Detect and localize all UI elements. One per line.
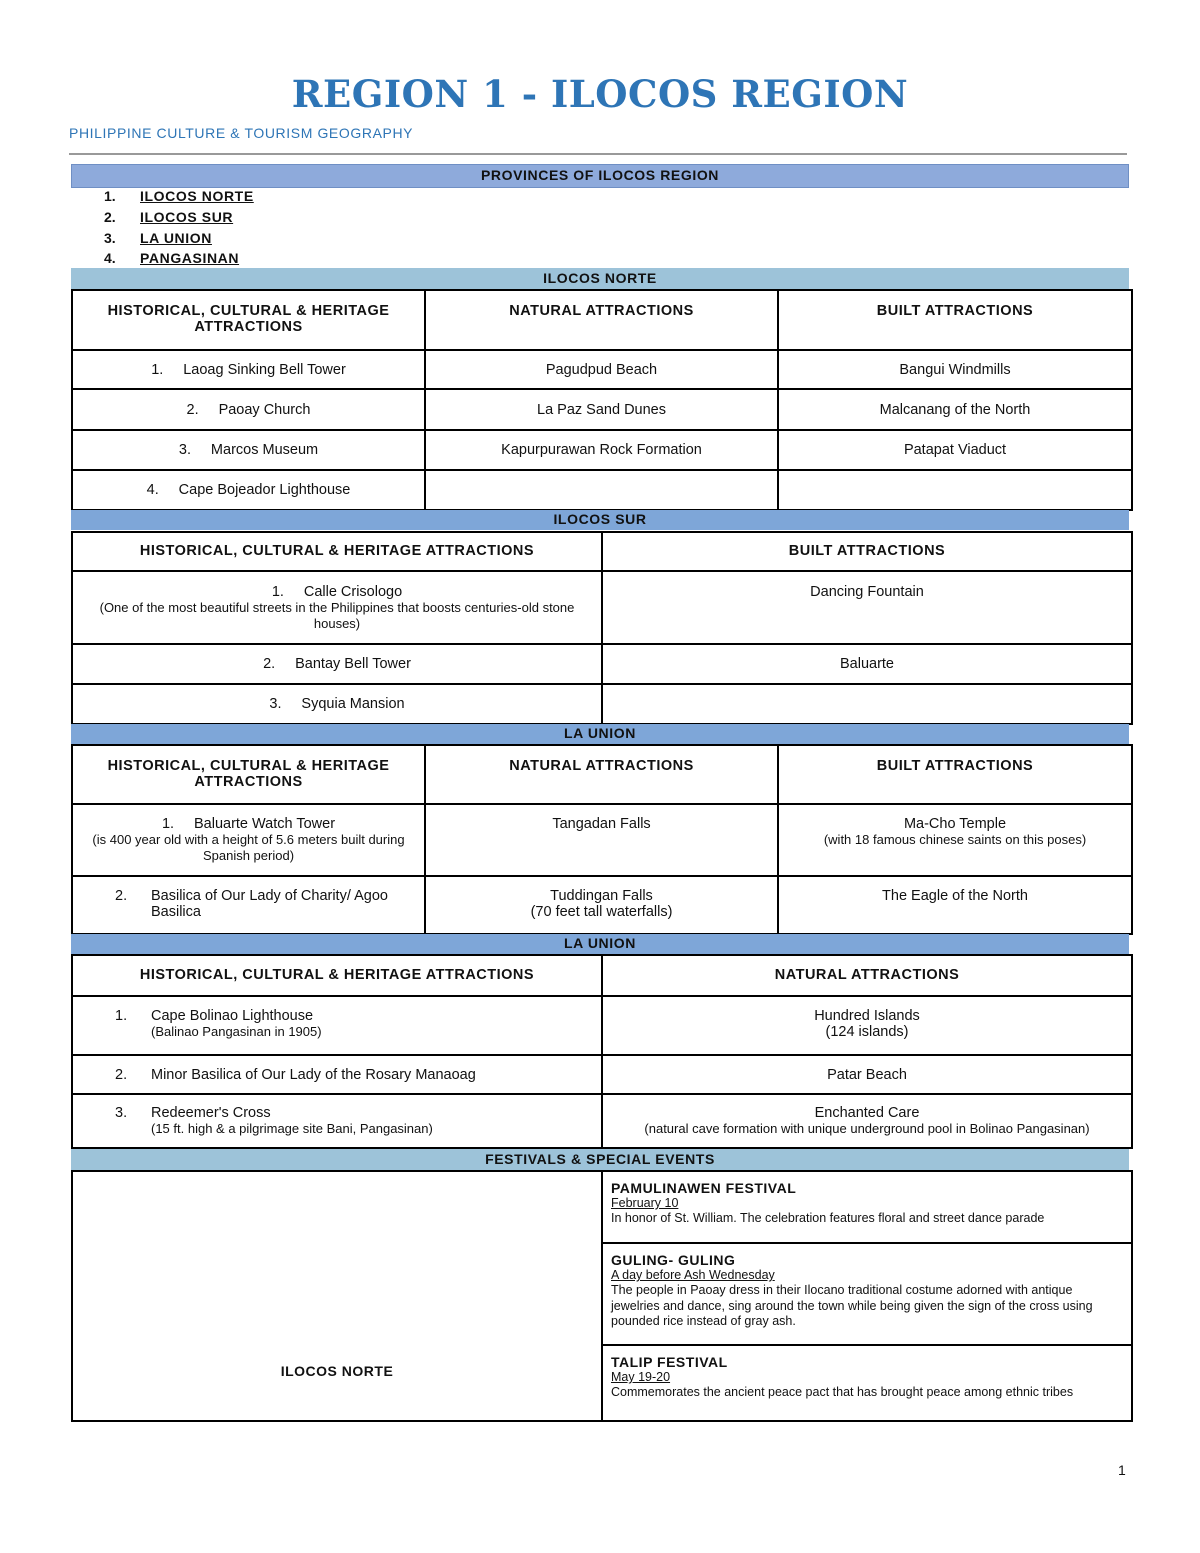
item-number: 2.: [115, 1066, 128, 1083]
natural-cell: Kapurpurawan Rock Formation: [425, 430, 778, 470]
provinces-list: [104, 186, 254, 269]
historical-cell: [72, 996, 602, 1055]
attraction-name: Marcos Museum: [210, 442, 319, 458]
attraction-name: Hundred Islands: [814, 1008, 920, 1024]
attraction-name: Tangadan Falls: [552, 816, 651, 832]
natural-cell: [602, 996, 1132, 1055]
natural-cell: Pagudpud Beach: [425, 350, 778, 389]
column-header: BUILT ATTRACTIONS: [778, 290, 1132, 350]
built-cell: [602, 684, 1132, 724]
ilocos-sur-table: [71, 531, 1133, 725]
festival-item: [602, 1171, 1132, 1243]
table-row: [72, 1055, 1132, 1094]
attraction-name: Tuddingan Falls: [550, 888, 653, 904]
attraction-name: Syquia Mansion: [301, 696, 405, 712]
list-number: 4.: [104, 250, 116, 267]
table-header-row: [72, 290, 1132, 350]
attraction-name: Cape Bolinao Lighthouse: [151, 1008, 314, 1024]
section-header-la-union: LA UNION: [71, 724, 1129, 744]
festival-date: February 10: [611, 1196, 679, 1210]
province-link[interactable]: PANGASINAN: [140, 250, 240, 267]
attraction-note: (is 400 year old with a height of 5.6 meters built during Spanish period): [92, 832, 405, 863]
column-header: HISTORICAL, CULTURAL & HERITAGE ATTRACTIONS: [72, 955, 602, 996]
festivals-table: [71, 1170, 1133, 1422]
historical-cell: [72, 571, 602, 644]
historical-cell: [72, 684, 602, 724]
table-row: [72, 1171, 1132, 1243]
section-header-ilocos-norte: ILOCOS NORTE: [71, 268, 1129, 289]
attraction-name: Basilica of Our Lady of Charity/ Agoo Basilica: [151, 888, 388, 920]
column-header: NATURAL ATTRACTIONS: [425, 290, 778, 350]
historical-cell: [72, 644, 602, 684]
item-number: 1.: [161, 816, 175, 832]
item-number: 1.: [271, 584, 284, 600]
natural-cell: La Paz Sand Dunes: [425, 389, 778, 430]
document-title: REGION 1 - ILOCOS REGION: [291, 72, 909, 116]
ilocos-norte-table: [71, 289, 1133, 511]
festival-name: GULING- GULING: [611, 1252, 736, 1268]
attraction-name: Baluarte Watch Tower: [193, 816, 336, 832]
built-cell: Patapat Viaduct: [778, 430, 1132, 470]
table-row: [72, 644, 1132, 684]
historical-cell: [72, 350, 425, 389]
built-cell: Baluarte: [602, 644, 1132, 684]
built-cell: Malcanang of the North: [778, 389, 1132, 430]
section-header-festivals: FESTIVALS & SPECIAL EVENTS: [71, 1149, 1129, 1170]
item-number: 4.: [146, 482, 159, 498]
attraction-name: Enchanted Care: [814, 1105, 920, 1121]
province-link[interactable]: ILOCOS NORTE: [140, 188, 254, 204]
list-item: [104, 186, 254, 207]
table-row: [72, 996, 1132, 1055]
list-item: [104, 207, 254, 228]
festival-date: May 19-20: [611, 1370, 671, 1384]
column-header: HISTORICAL, CULTURAL & HERITAGE ATTRACTIONS: [72, 532, 602, 571]
list-number: 3.: [104, 229, 116, 246]
column-header: NATURAL ATTRACTIONS: [425, 745, 778, 804]
item-number: 1.: [115, 1008, 128, 1024]
attraction-name: Bantay Bell Tower: [295, 656, 411, 672]
column-header: HISTORICAL, CULTURAL & HERITAGE ATTRACTIONS: [72, 745, 425, 804]
column-header: BUILT ATTRACTIONS: [602, 532, 1132, 571]
built-cell: The Eagle of the North: [778, 876, 1132, 934]
header-rule: [69, 153, 1127, 155]
historical-cell: [72, 470, 425, 510]
historical-cell: [72, 876, 425, 934]
table-row: [72, 389, 1132, 430]
item-number: 3.: [115, 1105, 128, 1121]
attraction-note: (15 ft. high & a pilgrimage site Bani, Pangasinan): [151, 1121, 433, 1136]
table-header-row: [72, 955, 1132, 996]
natural-cell: [425, 804, 778, 876]
natural-cell: Patar Beach: [602, 1055, 1132, 1094]
page-number: 1: [1118, 1462, 1126, 1478]
built-cell: Bangui Windmills: [778, 350, 1132, 389]
historical-cell: [72, 430, 425, 470]
attraction-note: (One of the most beautiful streets in the Philippines that boosts centuries-old stone houses): [99, 600, 575, 631]
historical-cell: [72, 1094, 602, 1148]
attraction-name: Calle Crisologo: [303, 584, 403, 600]
item-number: 2.: [263, 656, 276, 672]
attraction-name: Minor Basilica of Our Lady of the Rosary Manaoag: [151, 1066, 476, 1083]
festival-description: Commemorates the ancient peace pact that has brought peace among ethnic tribes: [611, 1385, 1074, 1399]
item-number: 3.: [269, 696, 282, 712]
attraction-name: Redeemer's Cross: [151, 1105, 271, 1121]
item-number: 2.: [115, 888, 128, 904]
attraction-note: (124 islands): [825, 1024, 909, 1040]
item-number: 3.: [178, 442, 191, 458]
natural-cell: [425, 876, 778, 934]
table-row: [72, 350, 1132, 389]
section-header-ilocos-sur: ILOCOS SUR: [71, 510, 1129, 530]
table-row: [72, 430, 1132, 470]
section-header-pangasinan: LA UNION: [71, 934, 1129, 954]
festival-name: PAMULINAWEN FESTIVAL: [611, 1180, 797, 1196]
table-header-row: [72, 532, 1132, 571]
festival-province: ILOCOS NORTE: [72, 1171, 602, 1421]
table-row: [72, 571, 1132, 644]
item-number: 2.: [186, 401, 199, 418]
table-header-row: [72, 745, 1132, 804]
festival-name: TALIP FESTIVAL: [611, 1354, 728, 1370]
attraction-name: Ma-Cho Temple: [903, 816, 1007, 832]
table-row: [72, 470, 1132, 510]
built-cell: Dancing Fountain: [602, 571, 1132, 644]
attraction-name: Laoag Sinking Bell Tower: [183, 361, 346, 378]
built-cell: [778, 470, 1132, 510]
column-header: NATURAL ATTRACTIONS: [602, 955, 1132, 996]
column-header: HISTORICAL, CULTURAL & HERITAGE ATTRACTIONS: [72, 290, 425, 350]
attraction-note: (Balinao Pangasinan in 1905): [151, 1024, 322, 1039]
historical-cell: [72, 389, 425, 430]
attraction-name: Paoay Church: [218, 401, 311, 418]
pangasinan-table: [71, 954, 1133, 1149]
festival-item: [602, 1345, 1132, 1421]
item-number: 1.: [151, 361, 164, 378]
table-row: [72, 876, 1132, 934]
historical-cell: [72, 804, 425, 876]
list-item: [104, 228, 254, 249]
festival-item: [602, 1243, 1132, 1345]
table-row: [72, 1094, 1132, 1148]
list-number: 2.: [104, 208, 116, 225]
provinces-header: PROVINCES OF ILOCOS REGION: [71, 164, 1129, 188]
natural-cell: [425, 470, 778, 510]
province-link[interactable]: LA UNION: [140, 229, 212, 246]
table-row: [72, 684, 1132, 724]
province-link[interactable]: ILOCOS SUR: [140, 208, 234, 225]
historical-cell: [72, 1055, 602, 1094]
list-number: 1.: [104, 188, 116, 204]
festival-date: A day before Ash Wednesday: [611, 1268, 775, 1282]
list-item: [104, 248, 254, 269]
festival-description: The people in Paoay dress in their Ilocano traditional costume adorned with antique jewelries and dance, sing around the town while being given the sign of the cross using pounded rice instead of gray ash.: [611, 1283, 1093, 1328]
attraction-note: (with 18 famous chinese saints on this poses): [823, 832, 1087, 847]
document-subtitle: PHILIPPINE CULTURE & TOURISM GEOGRAPHY: [69, 125, 414, 141]
column-header: BUILT ATTRACTIONS: [778, 745, 1132, 804]
natural-cell: [602, 1094, 1132, 1148]
festival-description: In honor of St. William. The celebration features floral and street dance parade: [611, 1211, 1045, 1225]
attraction-note: (70 feet tall waterfalls): [530, 904, 673, 920]
built-cell: [778, 804, 1132, 876]
attraction-name: Cape Bojeador Lighthouse: [178, 482, 351, 498]
la-union-table: [71, 744, 1133, 935]
attraction-note: (natural cave formation with unique underground pool in Bolinao Pangasinan): [644, 1121, 1090, 1136]
table-row: [72, 804, 1132, 876]
